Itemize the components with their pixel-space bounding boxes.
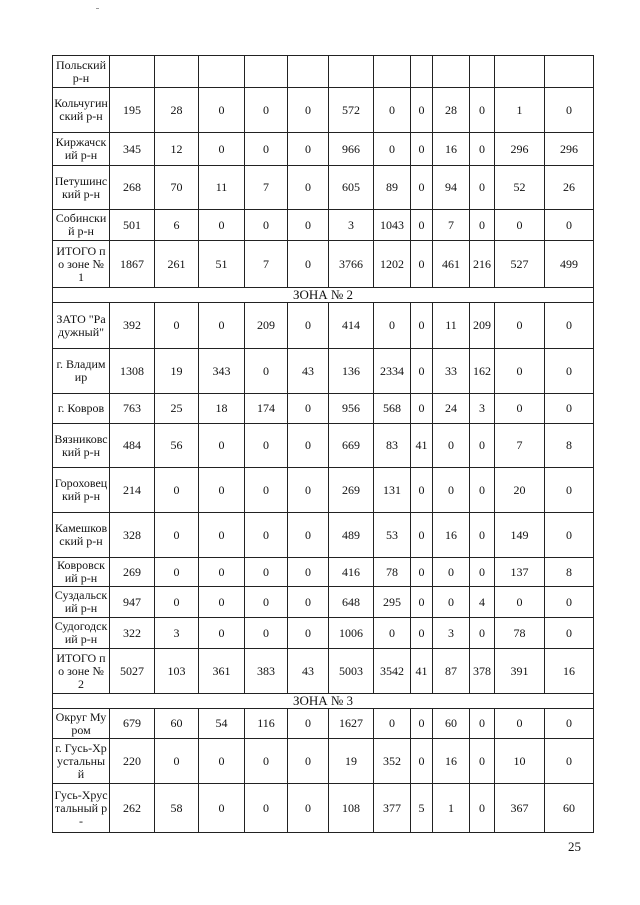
value-cell: 0	[411, 468, 433, 513]
value-cell: 295	[374, 587, 411, 618]
value-cell: 53	[374, 513, 411, 558]
value-cell: 8	[545, 558, 594, 587]
value-cell: 24	[433, 394, 470, 424]
value-cell: 137	[495, 558, 545, 587]
value-cell: 0	[288, 558, 329, 587]
value-cell: 7	[245, 241, 288, 288]
value-cell: 262	[110, 784, 155, 833]
scan-speck	[96, 8, 99, 9]
value-cell	[495, 56, 545, 88]
value-cell: 16	[433, 739, 470, 784]
value-cell: 11	[433, 303, 470, 349]
value-cell: 0	[155, 739, 199, 784]
value-cell: 0	[374, 709, 411, 739]
value-cell: 0	[288, 587, 329, 618]
value-cell: 149	[495, 513, 545, 558]
value-cell: 0	[411, 88, 433, 133]
table-row	[53, 133, 594, 166]
value-cell: 3766	[329, 241, 374, 288]
value-cell: 0	[288, 166, 329, 210]
value-cell	[245, 56, 288, 88]
value-cell: 60	[155, 709, 199, 739]
value-cell: 261	[155, 241, 199, 288]
value-cell: 605	[329, 166, 374, 210]
value-cell: 416	[329, 558, 374, 587]
table-row	[53, 394, 594, 424]
value-cell: 0	[545, 88, 594, 133]
value-cell: 0	[199, 88, 245, 133]
value-cell: 0	[199, 587, 245, 618]
value-cell: 220	[110, 739, 155, 784]
value-cell	[155, 56, 199, 88]
value-cell: 0	[199, 468, 245, 513]
value-cell: 0	[374, 88, 411, 133]
value-cell: 0	[199, 513, 245, 558]
value-cell: 0	[411, 210, 433, 241]
value-cell: 0	[411, 394, 433, 424]
value-cell: 41	[411, 424, 433, 468]
value-cell: 0	[470, 784, 495, 833]
value-cell: 0	[495, 394, 545, 424]
value-cell: 0	[288, 133, 329, 166]
value-cell: 78	[495, 618, 545, 649]
value-cell: 383	[245, 649, 288, 694]
district-name-cell: Киржачский р-н	[53, 133, 110, 166]
value-cell: 0	[470, 424, 495, 468]
value-cell: 131	[374, 468, 411, 513]
value-cell: 216	[470, 241, 495, 288]
value-cell: 209	[245, 303, 288, 349]
value-cell: 116	[245, 709, 288, 739]
value-cell: 0	[245, 618, 288, 649]
value-cell: 0	[199, 424, 245, 468]
table-row	[53, 558, 594, 587]
value-cell: 0	[245, 88, 288, 133]
value-cell: 11	[199, 166, 245, 210]
value-cell: 0	[155, 587, 199, 618]
value-cell: 0	[288, 303, 329, 349]
value-cell: 10	[495, 739, 545, 784]
value-cell: 0	[374, 303, 411, 349]
value-cell: 763	[110, 394, 155, 424]
district-name-cell: Петушинский р-н	[53, 166, 110, 210]
value-cell: 345	[110, 133, 155, 166]
value-cell: 33	[433, 349, 470, 394]
value-cell: 956	[329, 394, 374, 424]
value-cell: 18	[199, 394, 245, 424]
value-cell: 572	[329, 88, 374, 133]
table-row	[53, 513, 594, 558]
value-cell: 16	[545, 649, 594, 694]
zone-header-label: ЗОНА № 2	[53, 288, 594, 303]
value-cell	[329, 56, 374, 88]
value-cell: 0	[374, 133, 411, 166]
value-cell: 0	[411, 587, 433, 618]
value-cell: 60	[433, 709, 470, 739]
value-cell: 352	[374, 739, 411, 784]
value-cell: 0	[288, 424, 329, 468]
value-cell: 0	[411, 558, 433, 587]
value-cell	[288, 56, 329, 88]
value-cell: 0	[545, 349, 594, 394]
value-cell: 0	[288, 241, 329, 288]
value-cell: 0	[470, 739, 495, 784]
value-cell: 0	[470, 133, 495, 166]
value-cell: 0	[433, 424, 470, 468]
value-cell: 0	[199, 618, 245, 649]
district-name-cell: Суздальский р-н	[53, 587, 110, 618]
value-cell: 0	[495, 709, 545, 739]
value-cell: 0	[155, 303, 199, 349]
district-name-cell: г. Владимир	[53, 349, 110, 394]
value-cell: 0	[470, 210, 495, 241]
value-cell: 0	[288, 88, 329, 133]
table-row	[53, 649, 594, 694]
value-cell: 0	[495, 210, 545, 241]
value-cell: 0	[199, 210, 245, 241]
value-cell: 648	[329, 587, 374, 618]
value-cell: 501	[110, 210, 155, 241]
value-cell: 527	[495, 241, 545, 288]
value-cell: 19	[155, 349, 199, 394]
value-cell: 94	[433, 166, 470, 210]
value-cell: 0	[411, 241, 433, 288]
value-cell: 0	[245, 587, 288, 618]
value-cell: 367	[495, 784, 545, 833]
district-name-cell: Ковровский р-н	[53, 558, 110, 587]
value-cell: 391	[495, 649, 545, 694]
value-cell: 0	[545, 618, 594, 649]
page-number: 25	[568, 839, 581, 854]
value-cell: 269	[110, 558, 155, 587]
value-cell: 28	[155, 88, 199, 133]
value-cell: 0	[245, 133, 288, 166]
table-row	[53, 784, 594, 833]
value-cell: 0	[545, 394, 594, 424]
district-name-cell: Кольчугинский р-н	[53, 88, 110, 133]
value-cell: 0	[495, 303, 545, 349]
value-cell: 0	[245, 784, 288, 833]
value-cell: 269	[329, 468, 374, 513]
value-cell: 0	[199, 303, 245, 349]
value-cell: 174	[245, 394, 288, 424]
value-cell: 0	[411, 303, 433, 349]
value-cell: 209	[470, 303, 495, 349]
value-cell: 1308	[110, 349, 155, 394]
value-cell: 78	[374, 558, 411, 587]
value-cell: 0	[411, 166, 433, 210]
value-cell	[411, 56, 433, 88]
zone-header-row	[53, 694, 594, 709]
value-cell: 7	[245, 166, 288, 210]
value-cell: 0	[470, 166, 495, 210]
value-cell: 5003	[329, 649, 374, 694]
value-cell: 54	[199, 709, 245, 739]
value-cell: 0	[245, 349, 288, 394]
value-cell: 0	[199, 739, 245, 784]
value-cell	[199, 56, 245, 88]
value-cell: 0	[288, 394, 329, 424]
value-cell: 322	[110, 618, 155, 649]
value-cell: 0	[245, 739, 288, 784]
value-cell: 6	[155, 210, 199, 241]
value-cell	[433, 56, 470, 88]
table-row	[53, 56, 594, 88]
value-cell: 268	[110, 166, 155, 210]
value-cell: 16	[433, 133, 470, 166]
value-cell: 499	[545, 241, 594, 288]
table-row	[53, 210, 594, 241]
table-row	[53, 709, 594, 739]
value-cell: 0	[411, 739, 433, 784]
value-cell: 51	[199, 241, 245, 288]
value-cell: 0	[245, 424, 288, 468]
value-cell: 1	[495, 88, 545, 133]
value-cell: 7	[433, 210, 470, 241]
value-cell: 0	[411, 618, 433, 649]
value-cell: 0	[155, 513, 199, 558]
value-cell: 3	[329, 210, 374, 241]
value-cell: 484	[110, 424, 155, 468]
value-cell: 0	[199, 558, 245, 587]
value-cell: 5	[411, 784, 433, 833]
district-name-cell: Округ Муром	[53, 709, 110, 739]
value-cell: 12	[155, 133, 199, 166]
value-cell: 0	[433, 587, 470, 618]
value-cell: 0	[470, 709, 495, 739]
value-cell: 0	[288, 513, 329, 558]
value-cell: 0	[470, 618, 495, 649]
value-cell: 0	[288, 618, 329, 649]
value-cell: 0	[470, 513, 495, 558]
value-cell: 0	[545, 468, 594, 513]
value-cell: 60	[545, 784, 594, 833]
table-row	[53, 424, 594, 468]
value-cell	[545, 56, 594, 88]
value-cell: 343	[199, 349, 245, 394]
value-cell: 26	[545, 166, 594, 210]
table-row	[53, 587, 594, 618]
value-cell: 43	[288, 349, 329, 394]
table-row	[53, 303, 594, 349]
value-cell: 0	[470, 558, 495, 587]
value-cell: 669	[329, 424, 374, 468]
value-cell: 214	[110, 468, 155, 513]
value-cell: 0	[545, 210, 594, 241]
value-cell: 195	[110, 88, 155, 133]
value-cell: 568	[374, 394, 411, 424]
value-cell: 0	[245, 468, 288, 513]
district-name-cell: г. Гусь-Хрустальный	[53, 739, 110, 784]
value-cell: 0	[288, 739, 329, 784]
table-row	[53, 739, 594, 784]
district-name-cell: ЗАТО "Радужный"	[53, 303, 110, 349]
value-cell: 0	[411, 349, 433, 394]
value-cell: 1202	[374, 241, 411, 288]
table-body	[53, 56, 594, 833]
district-name-cell: Гусь-Хрустальный р-	[53, 784, 110, 833]
value-cell: 0	[288, 210, 329, 241]
value-cell: 1006	[329, 618, 374, 649]
value-cell: 947	[110, 587, 155, 618]
value-cell: 1	[433, 784, 470, 833]
value-cell: 5027	[110, 649, 155, 694]
value-cell: 0	[545, 303, 594, 349]
value-cell: 70	[155, 166, 199, 210]
value-cell: 20	[495, 468, 545, 513]
value-cell: 0	[374, 618, 411, 649]
value-cell: 3542	[374, 649, 411, 694]
value-cell: 58	[155, 784, 199, 833]
value-cell: 0	[245, 210, 288, 241]
district-name-cell: Гороховецкий р-н	[53, 468, 110, 513]
value-cell: 0	[411, 513, 433, 558]
value-cell: 0	[288, 709, 329, 739]
value-cell: 1627	[329, 709, 374, 739]
value-cell: 378	[470, 649, 495, 694]
value-cell: 328	[110, 513, 155, 558]
value-cell: 0	[545, 709, 594, 739]
value-cell: 8	[545, 424, 594, 468]
value-cell: 489	[329, 513, 374, 558]
zone-header-row	[53, 288, 594, 303]
value-cell: 108	[329, 784, 374, 833]
value-cell: 83	[374, 424, 411, 468]
value-cell: 2334	[374, 349, 411, 394]
value-cell: 0	[545, 513, 594, 558]
value-cell: 392	[110, 303, 155, 349]
value-cell: 461	[433, 241, 470, 288]
table-row	[53, 349, 594, 394]
value-cell: 52	[495, 166, 545, 210]
value-cell: 296	[495, 133, 545, 166]
value-cell: 162	[470, 349, 495, 394]
value-cell: 966	[329, 133, 374, 166]
value-cell: 0	[199, 133, 245, 166]
value-cell: 0	[245, 558, 288, 587]
value-cell: 16	[433, 513, 470, 558]
value-cell: 0	[433, 468, 470, 513]
value-cell: 0	[470, 468, 495, 513]
value-cell: 377	[374, 784, 411, 833]
district-name-cell: ИТОГО по зоне № 2	[53, 649, 110, 694]
table-row	[53, 241, 594, 288]
value-cell: 414	[329, 303, 374, 349]
value-cell: 3	[470, 394, 495, 424]
value-cell: 136	[329, 349, 374, 394]
value-cell: 3	[433, 618, 470, 649]
value-cell: 41	[411, 649, 433, 694]
district-name-cell: Камешковский р-н	[53, 513, 110, 558]
value-cell: 0	[155, 558, 199, 587]
value-cell: 89	[374, 166, 411, 210]
value-cell: 0	[545, 587, 594, 618]
value-cell: 1043	[374, 210, 411, 241]
value-cell	[470, 56, 495, 88]
table-row	[53, 618, 594, 649]
value-cell: 3	[155, 618, 199, 649]
value-cell: 103	[155, 649, 199, 694]
value-cell: 0	[288, 468, 329, 513]
district-name-cell: Польский р-н	[53, 56, 110, 88]
value-cell: 43	[288, 649, 329, 694]
value-cell: 4	[470, 587, 495, 618]
value-cell: 0	[545, 739, 594, 784]
value-cell: 7	[495, 424, 545, 468]
value-cell	[374, 56, 411, 88]
district-name-cell: Судогодский р-н	[53, 618, 110, 649]
table-row	[53, 166, 594, 210]
district-name-cell: Вязниковский р-н	[53, 424, 110, 468]
value-cell: 0	[245, 513, 288, 558]
table-row	[53, 468, 594, 513]
value-cell: 87	[433, 649, 470, 694]
district-name-cell: Собинский р-н	[53, 210, 110, 241]
district-name-cell: г. Ковров	[53, 394, 110, 424]
value-cell: 25	[155, 394, 199, 424]
value-cell: 56	[155, 424, 199, 468]
value-cell: 0	[433, 558, 470, 587]
value-cell	[110, 56, 155, 88]
value-cell: 1867	[110, 241, 155, 288]
value-cell: 0	[199, 784, 245, 833]
district-name-cell: ИТОГО по зоне № 1	[53, 241, 110, 288]
value-cell: 0	[411, 709, 433, 739]
value-cell: 28	[433, 88, 470, 133]
zone-header-label: ЗОНА № 3	[53, 694, 594, 709]
value-cell: 679	[110, 709, 155, 739]
value-cell: 0	[495, 349, 545, 394]
value-cell: 19	[329, 739, 374, 784]
data-table	[52, 55, 594, 833]
value-cell: 0	[470, 88, 495, 133]
value-cell: 0	[288, 784, 329, 833]
table-row	[53, 88, 594, 133]
value-cell: 296	[545, 133, 594, 166]
value-cell: 0	[495, 587, 545, 618]
value-cell: 0	[155, 468, 199, 513]
value-cell: 361	[199, 649, 245, 694]
value-cell: 0	[411, 133, 433, 166]
